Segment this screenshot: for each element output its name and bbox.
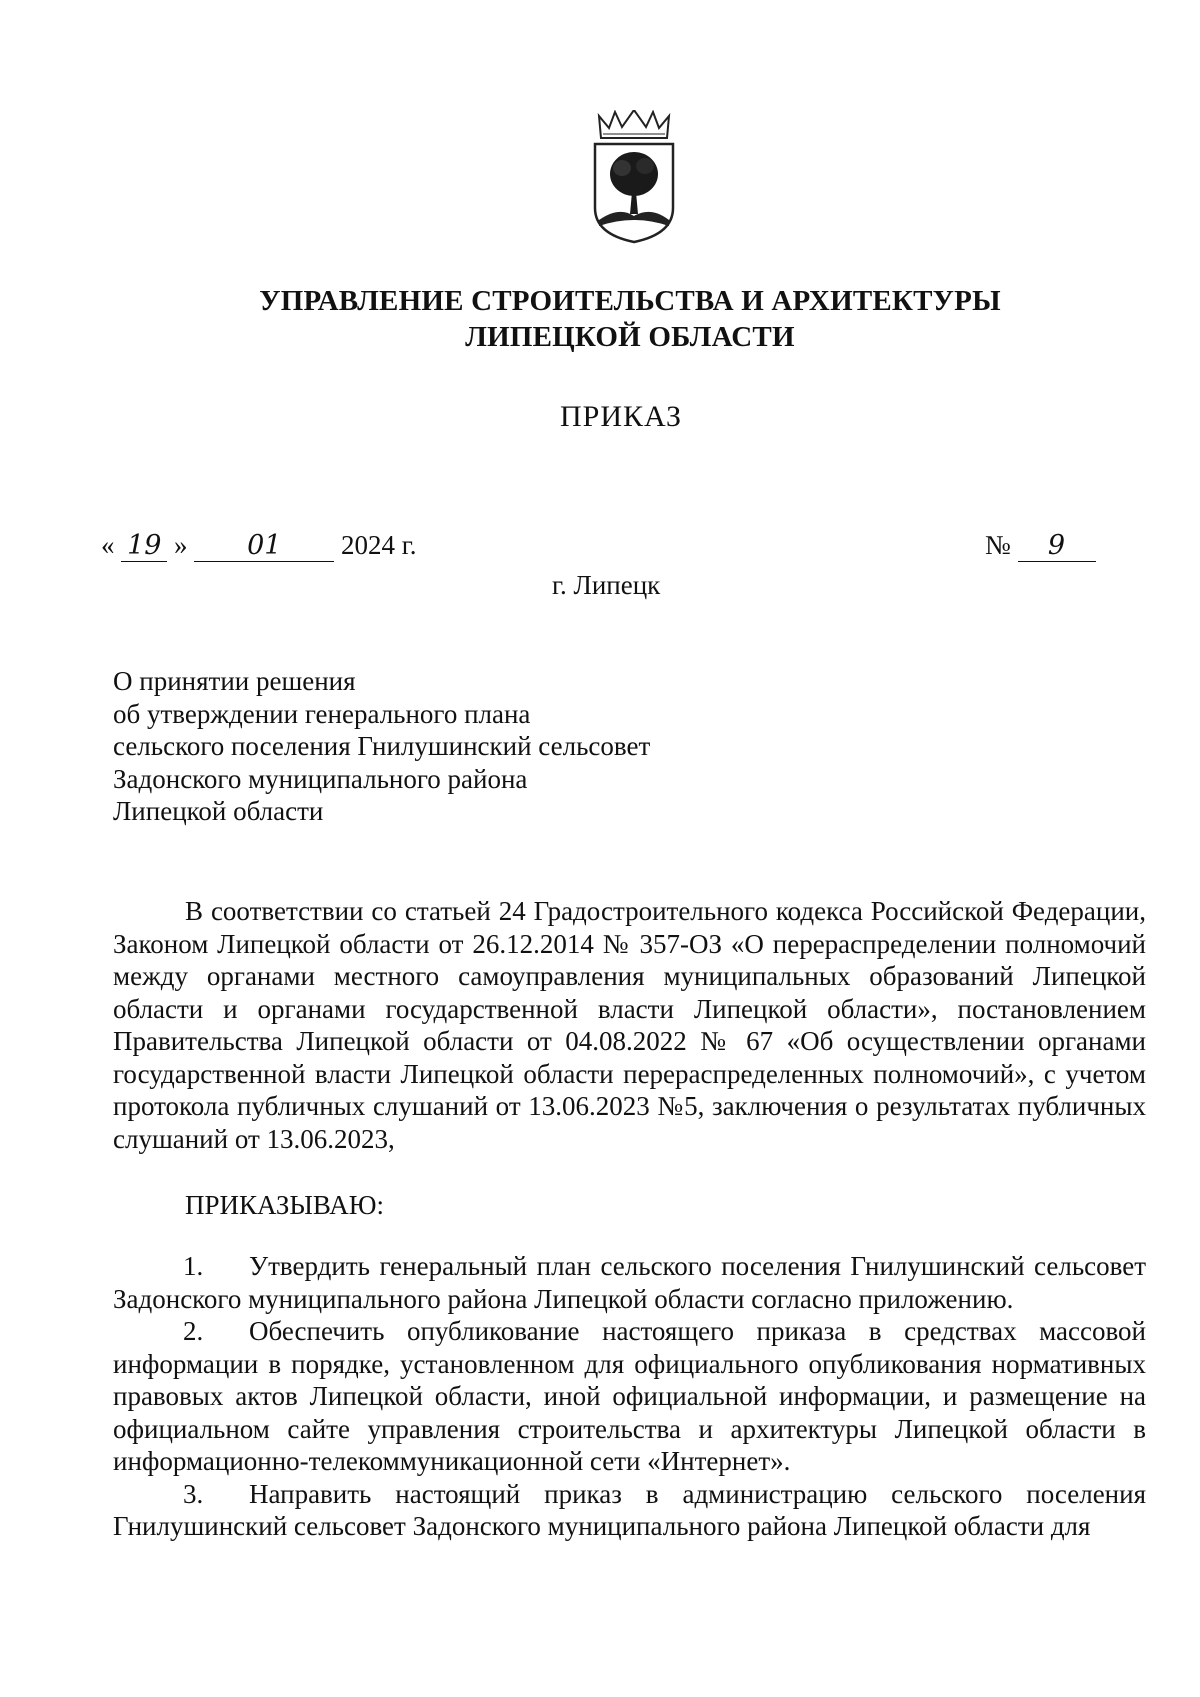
date-day-field: 19 — [121, 530, 167, 562]
subject-line: О принятии решения — [113, 666, 356, 696]
number-label: № — [985, 530, 1011, 560]
date-close-quote: » — [174, 530, 188, 560]
order-item — [113, 1315, 1146, 1478]
order-item — [113, 1478, 1146, 1543]
legal-basis-section — [113, 895, 1146, 1155]
document-type-title: ПРИКАЗ — [560, 400, 682, 433]
subject-line: Задонского муниципального района — [113, 763, 528, 794]
document-number — [985, 530, 1096, 562]
order-item-number: 1. — [183, 1251, 204, 1281]
organization-name — [0, 283, 1200, 355]
order-item-text: Направить настоящий приказ в администрацию сельского поселения Гнилушинский сельсовет Задонского муниципального района Липецкой области для — [113, 1478, 1146, 1541]
date-year: 2024 г. — [341, 530, 417, 560]
document-subject — [113, 665, 650, 828]
order-items-list — [113, 1250, 1146, 1543]
order-item-number: 3. — [183, 1478, 204, 1509]
order-item-number: 2. — [183, 1316, 204, 1346]
order-item-text: Обеспечить опубликование настоящего приказа в средствах массовой информации в порядке, установленном для официального опубликования нормативных правовых актов Липецкой области, иной официальной информации, и размещение на официальном сайте управления строительства и архитектуры Липецкой области в информационно-телекоммуникационной сети «Интернет». — [113, 1316, 1146, 1476]
order-item — [113, 1250, 1146, 1315]
organization-name-line-1: УПРАВЛЕНИЕ СТРОИТЕЛЬСТВА И АРХИТЕКТУРЫ — [259, 285, 1001, 317]
document-city: г. Липецк — [552, 570, 661, 600]
date-month-field: 01 — [194, 530, 334, 562]
coat-of-arms-icon — [589, 110, 679, 245]
date-open-quote: « — [101, 530, 115, 560]
order-item-text: Утвердить генеральный план сельского поселения Гнилушинский сельсовет Задонского муниципального района Липецкой области согласно приложению. — [113, 1251, 1146, 1314]
subject-line: об утверждении генерального плана — [113, 698, 531, 729]
order-word: ПРИКАЗЫВАЮ: — [185, 1190, 384, 1220]
document-date — [101, 530, 417, 562]
organization-name-line-2: ЛИПЕЦКОЙ ОБЛАСТИ — [465, 321, 795, 353]
subject-line: сельского поселения Гнилушинский сельсовет — [113, 731, 651, 761]
legal-basis-paragraph: В соответствии со статьей 24 Градостроительного кодекса Российской Федерации, Законом Липецкой области от 26.12.2014 № 357-ОЗ «О перераспределении полномочий между органами местного самоуправления муниципальных образований Липецкой области и органами государственной власти Липецкой области», постановлением Правительства Липецкой области от 04.08.2022 № 67 «Об осуществлении органами государственной власти Липецкой области перераспределенных полномочий», с учетом протокола публичных слушаний от 13.06.2023 №5, заключения о результатах публичных слушаний от 13.06.2023, — [113, 896, 1146, 1154]
subject-line: Липецкой области — [113, 796, 324, 826]
number-value-field: 9 — [1018, 530, 1096, 562]
